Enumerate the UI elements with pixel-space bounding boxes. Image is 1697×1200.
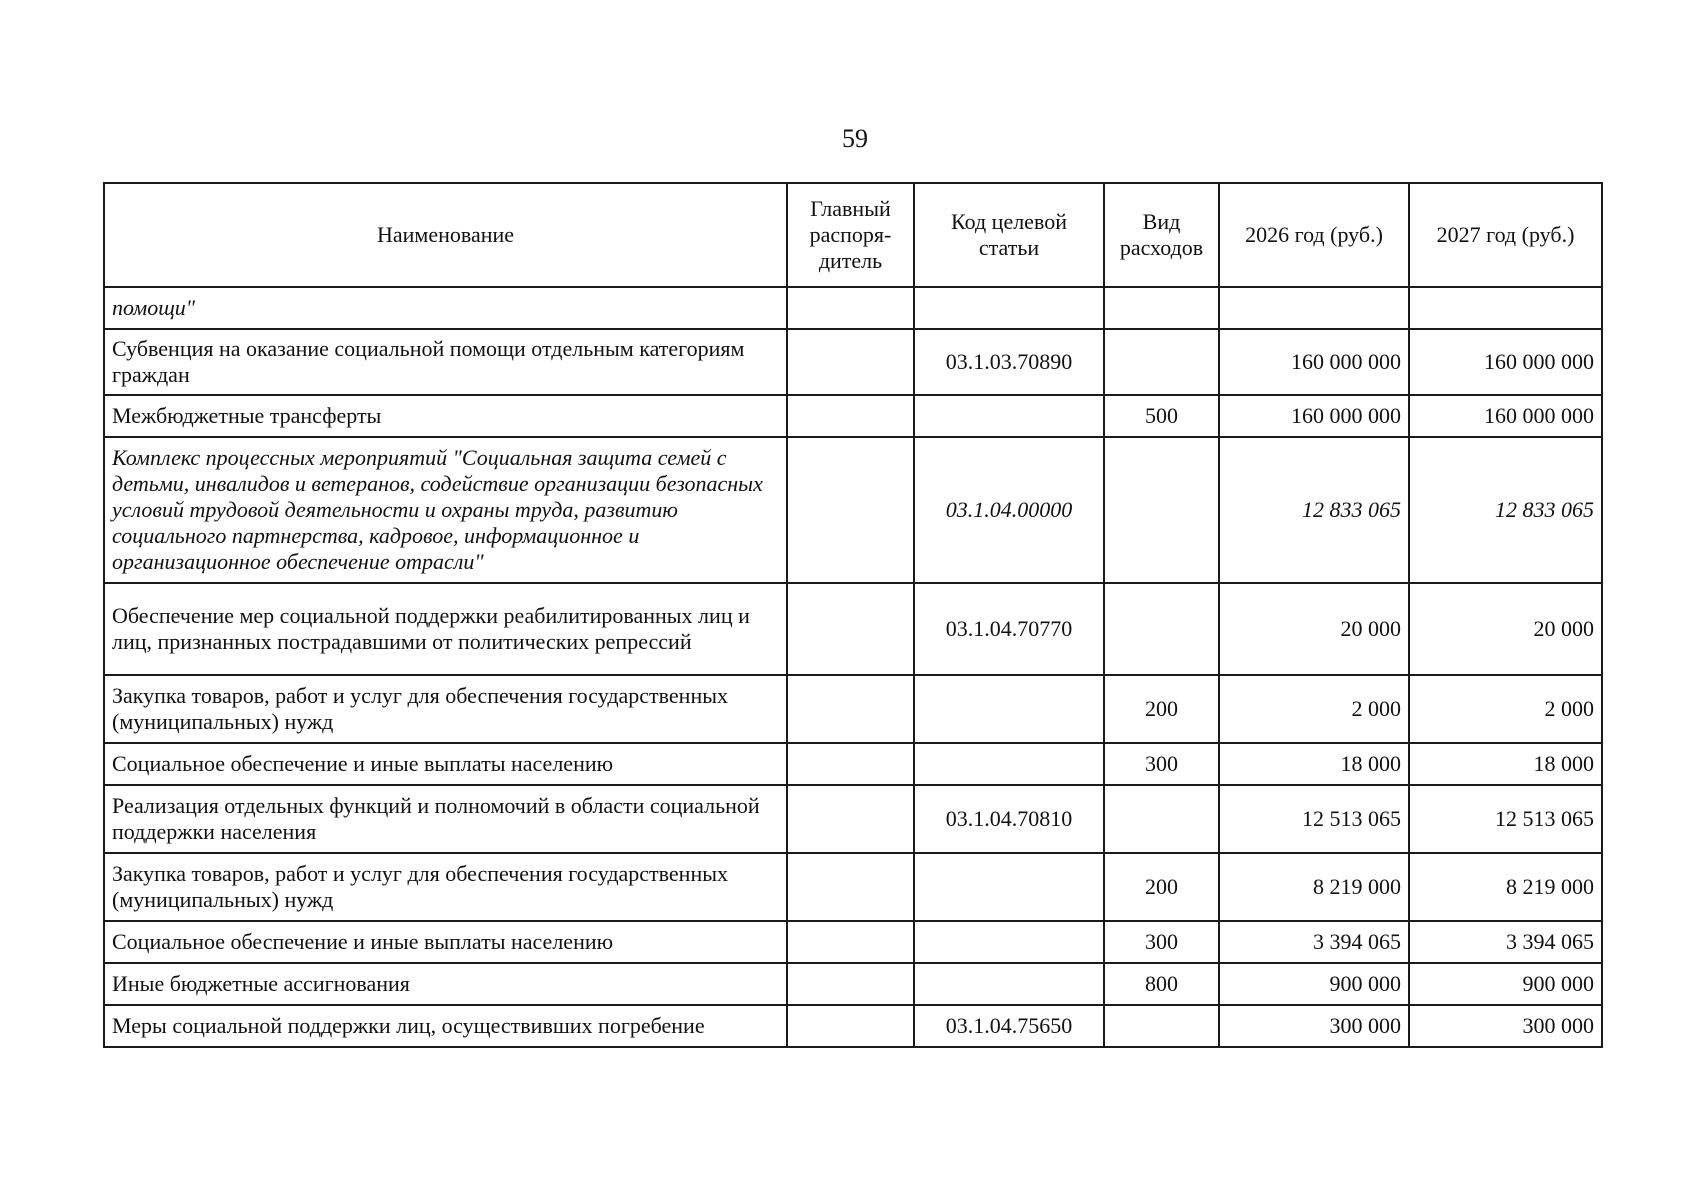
row-name-cell: помощи" — [104, 287, 787, 329]
row-name-cell: Субвенция на оказание социальной помощи отдельным категориям граждан — [104, 329, 787, 395]
row-name-cell: Обеспечение мер социальной поддержки реабилитированных лиц и лиц, признанных пострадавшими от политических репрессий — [104, 583, 787, 675]
row-main-manager-cell — [787, 583, 914, 675]
table-row — [104, 437, 1602, 583]
row-year-2026-cell: 900 000 — [1219, 963, 1409, 1005]
row-year-2027-cell: 12 833 065 — [1409, 437, 1602, 583]
table-header — [104, 183, 1602, 287]
row-year-2027-cell: 300 000 — [1409, 1005, 1602, 1047]
row-main-manager-cell — [787, 853, 914, 921]
row-year-2026-cell: 3 394 065 — [1219, 921, 1409, 963]
table-body — [104, 287, 1602, 1047]
row-target-code-cell — [914, 395, 1104, 437]
row-name-cell: Социальное обеспечение и иные выплаты населению — [104, 921, 787, 963]
row-year-2026-cell — [1219, 287, 1409, 329]
row-expense-type-cell — [1104, 785, 1219, 853]
row-target-code-cell — [914, 963, 1104, 1005]
header-main-manager: Главный распоря-дитель — [787, 183, 914, 287]
table-row — [104, 395, 1602, 437]
table-row — [104, 287, 1602, 329]
row-year-2027-cell — [1409, 287, 1602, 329]
table-row — [104, 853, 1602, 921]
table-row — [104, 963, 1602, 1005]
row-year-2026-cell: 8 219 000 — [1219, 853, 1409, 921]
budget-table — [103, 182, 1603, 1048]
row-target-code-cell — [914, 921, 1104, 963]
row-expense-type-cell — [1104, 437, 1219, 583]
row-target-code-cell: 03.1.04.00000 — [914, 437, 1104, 583]
row-target-code-cell: 03.1.04.75650 — [914, 1005, 1104, 1047]
row-expense-type-cell: 300 — [1104, 743, 1219, 785]
row-year-2026-cell: 18 000 — [1219, 743, 1409, 785]
page-number: 59 — [842, 124, 868, 153]
table-row — [104, 1005, 1602, 1047]
row-year-2027-cell: 900 000 — [1409, 963, 1602, 1005]
row-name-cell: Социальное обеспечение и иные выплаты населению — [104, 743, 787, 785]
row-expense-type-cell — [1104, 329, 1219, 395]
row-main-manager-cell — [787, 1005, 914, 1047]
row-main-manager-cell — [787, 785, 914, 853]
table-row — [104, 675, 1602, 743]
row-year-2026-cell: 12 833 065 — [1219, 437, 1409, 583]
row-main-manager-cell — [787, 921, 914, 963]
row-target-code-cell — [914, 743, 1104, 785]
row-year-2027-cell: 8 219 000 — [1409, 853, 1602, 921]
header-year-2026: 2026 год (руб.) — [1219, 183, 1409, 287]
row-name-cell: Комплекс процессных мероприятий "Социальная защита семей с детьми, инвалидов и ветеранов, содействие организации безопасных условий трудовой деятельности и охраны труда, развитию социального партнерства, кадровое, информационное и организационное обеспечение отрасли" — [104, 437, 787, 583]
row-main-manager-cell — [787, 329, 914, 395]
row-expense-type-cell: 300 — [1104, 921, 1219, 963]
table-row — [104, 329, 1602, 395]
row-main-manager-cell — [787, 743, 914, 785]
row-target-code-cell: 03.1.03.70890 — [914, 329, 1104, 395]
row-year-2027-cell: 160 000 000 — [1409, 329, 1602, 395]
row-year-2026-cell: 300 000 — [1219, 1005, 1409, 1047]
row-expense-type-cell: 500 — [1104, 395, 1219, 437]
row-main-manager-cell — [787, 675, 914, 743]
table-row — [104, 583, 1602, 675]
table-row — [104, 743, 1602, 785]
row-year-2026-cell: 2 000 — [1219, 675, 1409, 743]
row-name-cell: Закупка товаров, работ и услуг для обеспечения государственных (муниципальных) нужд — [104, 853, 787, 921]
row-name-cell: Межбюджетные трансферты — [104, 395, 787, 437]
row-target-code-cell: 03.1.04.70770 — [914, 583, 1104, 675]
row-expense-type-cell — [1104, 1005, 1219, 1047]
row-year-2026-cell: 160 000 000 — [1219, 329, 1409, 395]
row-name-cell: Закупка товаров, работ и услуг для обеспечения государственных (муниципальных) нужд — [104, 675, 787, 743]
table-row — [104, 921, 1602, 963]
row-main-manager-cell — [787, 437, 914, 583]
row-year-2027-cell: 160 000 000 — [1409, 395, 1602, 437]
row-year-2026-cell: 160 000 000 — [1219, 395, 1409, 437]
table-row — [104, 785, 1602, 853]
row-target-code-cell: 03.1.04.70810 — [914, 785, 1104, 853]
header-name: Наименование — [104, 183, 787, 287]
row-year-2027-cell: 2 000 — [1409, 675, 1602, 743]
row-year-2027-cell: 3 394 065 — [1409, 921, 1602, 963]
row-expense-type-cell — [1104, 583, 1219, 675]
header-expense-type: Вид расходов — [1104, 183, 1219, 287]
row-year-2027-cell: 20 000 — [1409, 583, 1602, 675]
row-name-cell: Меры социальной поддержки лиц, осуществивших погребение — [104, 1005, 787, 1047]
row-main-manager-cell — [787, 963, 914, 1005]
row-main-manager-cell — [787, 287, 914, 329]
row-expense-type-cell — [1104, 287, 1219, 329]
row-main-manager-cell — [787, 395, 914, 437]
header-row — [104, 183, 1602, 287]
row-year-2027-cell: 18 000 — [1409, 743, 1602, 785]
row-expense-type-cell: 800 — [1104, 963, 1219, 1005]
row-expense-type-cell: 200 — [1104, 675, 1219, 743]
header-year-2027: 2027 год (руб.) — [1409, 183, 1602, 287]
row-target-code-cell — [914, 853, 1104, 921]
row-target-code-cell — [914, 675, 1104, 743]
row-target-code-cell — [914, 287, 1104, 329]
row-year-2027-cell: 12 513 065 — [1409, 785, 1602, 853]
row-name-cell: Иные бюджетные ассигнования — [104, 963, 787, 1005]
row-expense-type-cell: 200 — [1104, 853, 1219, 921]
row-name-cell: Реализация отдельных функций и полномочий в области социальной поддержки населения — [104, 785, 787, 853]
row-year-2026-cell: 12 513 065 — [1219, 785, 1409, 853]
row-year-2026-cell: 20 000 — [1219, 583, 1409, 675]
header-target-code: Код целевой статьи — [914, 183, 1104, 287]
